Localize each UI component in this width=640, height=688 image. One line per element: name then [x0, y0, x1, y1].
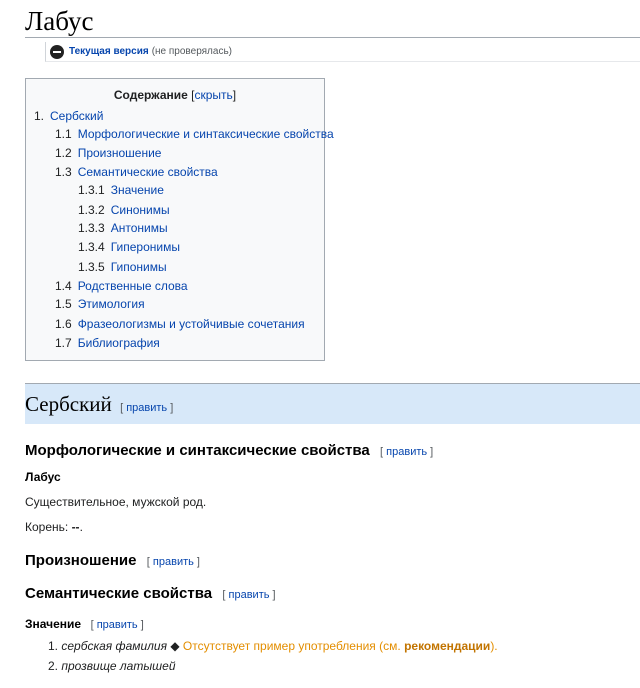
toc-toggle-close: ] — [232, 88, 237, 102]
language-heading-text: Сербский — [25, 392, 112, 416]
root-value: -- — [71, 520, 80, 534]
toc-item-number: 1.3.4 — [78, 240, 105, 254]
toc-item[interactable] — [55, 146, 161, 160]
toc-item-label[interactable]: Гиперонимы — [110, 240, 180, 254]
toc-item[interactable] — [55, 336, 160, 350]
edit-close: ] — [193, 556, 200, 568]
toc-item[interactable] — [34, 109, 103, 123]
edit-section-semantic — [216, 589, 275, 601]
toc-item[interactable] — [55, 297, 145, 311]
missing-example-notice — [183, 639, 498, 653]
edit-link[interactable]: править — [126, 402, 168, 414]
meaning-number: 1. — [48, 639, 59, 653]
toc-item-label[interactable]: Родственные слова — [77, 279, 188, 293]
toc-item-number: 1.5 — [55, 297, 72, 311]
toc-item-number: 1.1 — [55, 127, 72, 141]
page-title: Лабус — [25, 6, 94, 36]
revision-status: (не проверялась) — [151, 46, 232, 57]
toc-title: Содержание — [113, 88, 188, 102]
toc-item[interactable] — [55, 165, 218, 179]
edit-close: ] — [269, 589, 276, 601]
toc-item-label[interactable]: Семантические свойства — [77, 165, 218, 179]
meaning-text: сербская фамилия — [61, 639, 167, 653]
minus-circle-icon — [50, 45, 64, 59]
toc-item-label[interactable]: Морфологические и синтаксические свойства — [77, 127, 334, 141]
toc-item-number: 1.7 — [55, 336, 72, 350]
meaning-number: 2. — [48, 659, 59, 673]
edit-open: [ — [90, 619, 97, 631]
list-item — [48, 656, 498, 676]
semantic-heading-text: Семантические свойства — [25, 585, 213, 602]
edit-section-language — [117, 402, 173, 414]
toc-item-label[interactable]: Фразеологизмы и устойчивые сочетания — [77, 317, 305, 331]
toc-item-number: 1.6 — [55, 317, 72, 331]
toc-toggle — [191, 88, 236, 102]
semantic-heading — [25, 585, 276, 602]
toc-item-label[interactable]: Этимология — [77, 297, 145, 311]
diamond-icon: ◆ — [167, 639, 183, 653]
toc-item-number: 1. — [34, 109, 45, 123]
edit-link[interactable]: править — [96, 619, 138, 631]
toc-item-label[interactable]: Синонимы — [110, 203, 170, 217]
edit-section-morph — [374, 446, 433, 458]
toc-item-label[interactable]: Антонимы — [110, 221, 168, 235]
toc-item-number: 1.3 — [55, 165, 72, 179]
root-line — [25, 520, 83, 534]
edit-close: ] — [427, 446, 434, 458]
edit-close: ] — [137, 619, 144, 631]
toc-item[interactable] — [78, 260, 167, 274]
toc-item[interactable] — [78, 203, 170, 217]
toc-item-label[interactable]: Значение — [110, 183, 164, 197]
morph-heading-text: Морфологические и синтаксические свойства — [25, 442, 370, 459]
edit-link[interactable]: править — [386, 446, 428, 458]
part-of-speech: Существительное, мужской род. — [25, 495, 207, 509]
toc-item-label[interactable]: Сербский — [50, 109, 104, 123]
meaning-list — [48, 636, 498, 676]
edit-section-pronunciation — [141, 556, 200, 568]
table-of-contents — [25, 78, 334, 361]
toc-item-number: 1.3.1 — [78, 183, 105, 197]
toc-item-number: 1.4 — [55, 279, 72, 293]
toc-item[interactable] — [55, 279, 188, 293]
root-end: . — [79, 520, 83, 534]
toc-hide-link[interactable]: скрыть — [194, 88, 233, 102]
missing-example-end: ). — [490, 639, 498, 653]
edit-open: [ — [146, 556, 153, 568]
edit-close: ] — [167, 402, 174, 414]
toc-item-label[interactable]: Произношение — [77, 146, 162, 160]
recommendations-link[interactable]: рекомендации — [404, 639, 491, 653]
toc-item-number: 1.3.3 — [78, 221, 105, 235]
pronunciation-heading-text: Произношение — [25, 552, 137, 569]
revision-bar — [45, 42, 640, 62]
root-label: Корень: — [25, 520, 72, 534]
edit-link[interactable]: править — [228, 589, 270, 601]
toc-item-number: 1.3.2 — [78, 203, 105, 217]
current-version-link[interactable]: Текущая версия — [69, 46, 149, 57]
toc-toggle-open: [ — [191, 88, 195, 102]
meaning-heading — [25, 617, 144, 631]
pronunciation-heading — [25, 552, 200, 569]
missing-example-text: Отсутствует пример употребления (см. — [182, 639, 405, 653]
toc-header — [26, 88, 324, 102]
toc-item[interactable] — [55, 127, 334, 141]
edit-section-meaning — [84, 619, 143, 631]
edit-open: [ — [380, 446, 387, 458]
toc-item[interactable] — [78, 183, 164, 197]
edit-open: [ — [222, 589, 229, 601]
toc-item-number: 1.3.5 — [78, 260, 105, 274]
toc-item[interactable] — [78, 240, 180, 254]
toc-item-label[interactable]: Гипонимы — [110, 260, 167, 274]
edit-link[interactable]: править — [152, 556, 194, 568]
headword: Лабус — [25, 470, 61, 484]
toc-item-label[interactable]: Библиография — [77, 336, 160, 350]
edit-open: [ — [120, 402, 127, 414]
morph-heading — [25, 442, 433, 459]
title-divider — [25, 37, 640, 38]
list-item — [48, 636, 498, 656]
language-heading — [25, 392, 173, 417]
toc-item[interactable] — [78, 221, 168, 235]
meaning-text: прозвище латышей — [61, 659, 176, 673]
meaning-heading-text: Значение — [25, 617, 82, 631]
toc-item-number: 1.2 — [55, 146, 72, 160]
toc-item[interactable] — [55, 317, 305, 331]
